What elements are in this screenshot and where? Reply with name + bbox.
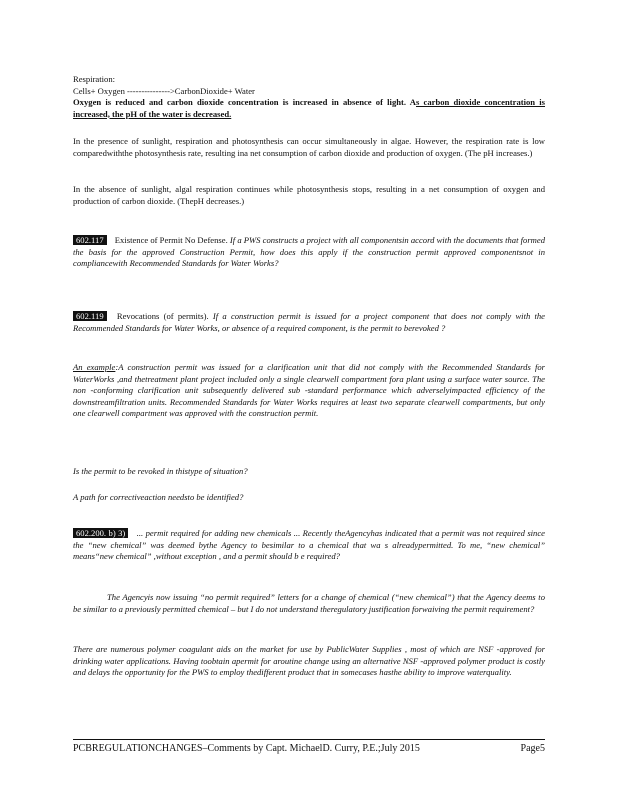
section-119 [73, 311, 545, 334]
section-117-text: If a PWS constructs a project with all componentsin accord with the documents that formed the basis for the approved Construction Permit, how does this apply if the construction permit approved componentsnot in compliancewith Recommended Standards for Water Works? [73, 235, 545, 268]
example-text: :A construction permit was issued for a clarification unit that did not comply with the Recommended Standards for WaterWorks ,and thetreatment plant project included only a single clearwell compartment fora plant using a surface water source. The non -conforming clarification unit subsequently delivered sub -standard performance which adverselyimpacted efficiency of the downstreamfiltration units. Recommended Standards for Water Works requires at least two separate clearwell compartments, but only one clearwell compartment was approved with the construction permit. [73, 362, 546, 418]
example-label: An example [73, 362, 116, 372]
respiration-block [73, 74, 545, 120]
respiration-equation: Cells+ Oxygen --------------->CarbonDioxide+ Water [73, 85, 255, 96]
section-200-text: ... permit required for adding new chemicals ... Recently theAgencyhas indicated that a permit was not required since the “new chemical” was deemed bythe Agency to besimilar to a chemical that wa s alreadypermitted. To me, “new chemical” means“new chemical” ,without exception , and a permit should b e required? [73, 528, 545, 561]
section-200 [73, 528, 545, 563]
section-117-title: Existence of Permit No Defense. [114, 235, 228, 245]
absence-paragraph: In the absence of sunlight, algal respiration continues while photosynthesis stops, resulting in a net consumption of oxygen and production of carbon dioxide. (ThepH decreases.) [73, 184, 545, 206]
page-footer [73, 739, 545, 754]
respiration-title: Respiration: [73, 74, 116, 84]
footer-title: PCBREGULATIONCHANGES–Comments by Capt. MichaelD. Curry, P.E.;July 2015 [73, 743, 420, 754]
section-119-text: If a construction permit is issued for a project component that does not comply with the Recommended Standards for Water Works, or absence of a required component, is the permit to berevoked ? [73, 311, 545, 333]
respiration-statement [73, 97, 545, 120]
section-200-number: 602.200. b) 3) [73, 528, 128, 538]
section-117 [73, 235, 545, 270]
corrective-action-question: A path for correctiveaction needsto be identified? [73, 492, 244, 502]
respiration-bold-text: Oxygen is reduced and carbon dioxide concentration is increased in absence of light. A [73, 97, 416, 107]
section-119-example [73, 362, 545, 420]
section-119-title: Revocations (of permits). [116, 311, 209, 321]
section-119-number: 602.119 [73, 311, 107, 321]
section-200-paragraph-2: The Agencyis now issuing “no permit required” letters for a change of chemical (“new chemical”) that the Agency deems to be similar to a previously permitted chemical – but I do not understand theregulatory justification forwaiving the permit requirement? [73, 592, 545, 614]
section-117-number: 602.117 [73, 235, 107, 245]
respiration-underlined-text: s carbon dioxide concentration is increased, the pH of the water is decreased. [73, 97, 546, 119]
sunlight-paragraph: In the presence of sunlight, respiration and photosynthesis can occur simultaneously in algae. However, the respiration rate is low comparedwiththe photosynthesis rate, resulting ina net consumption of carbon dioxide and production of oxygen. (The pH increases.) [73, 136, 545, 158]
revoke-question: Is the permit to be revoked in thistype of situation? [73, 466, 248, 476]
page-number: Page5 [520, 743, 545, 754]
section-200-paragraph-3: There are numerous polymer coagulant aids on the market for use by PublicWater Supplies , most of which are NSF -approved for drinking water applications. Having toobtain apermit for aroutine change using an alternative NSF -approved polymer product is costly and delays the opportunity for the PWS to employ thedifferent product that in somecases hasthe ability to improve waterquality. [73, 644, 545, 677]
